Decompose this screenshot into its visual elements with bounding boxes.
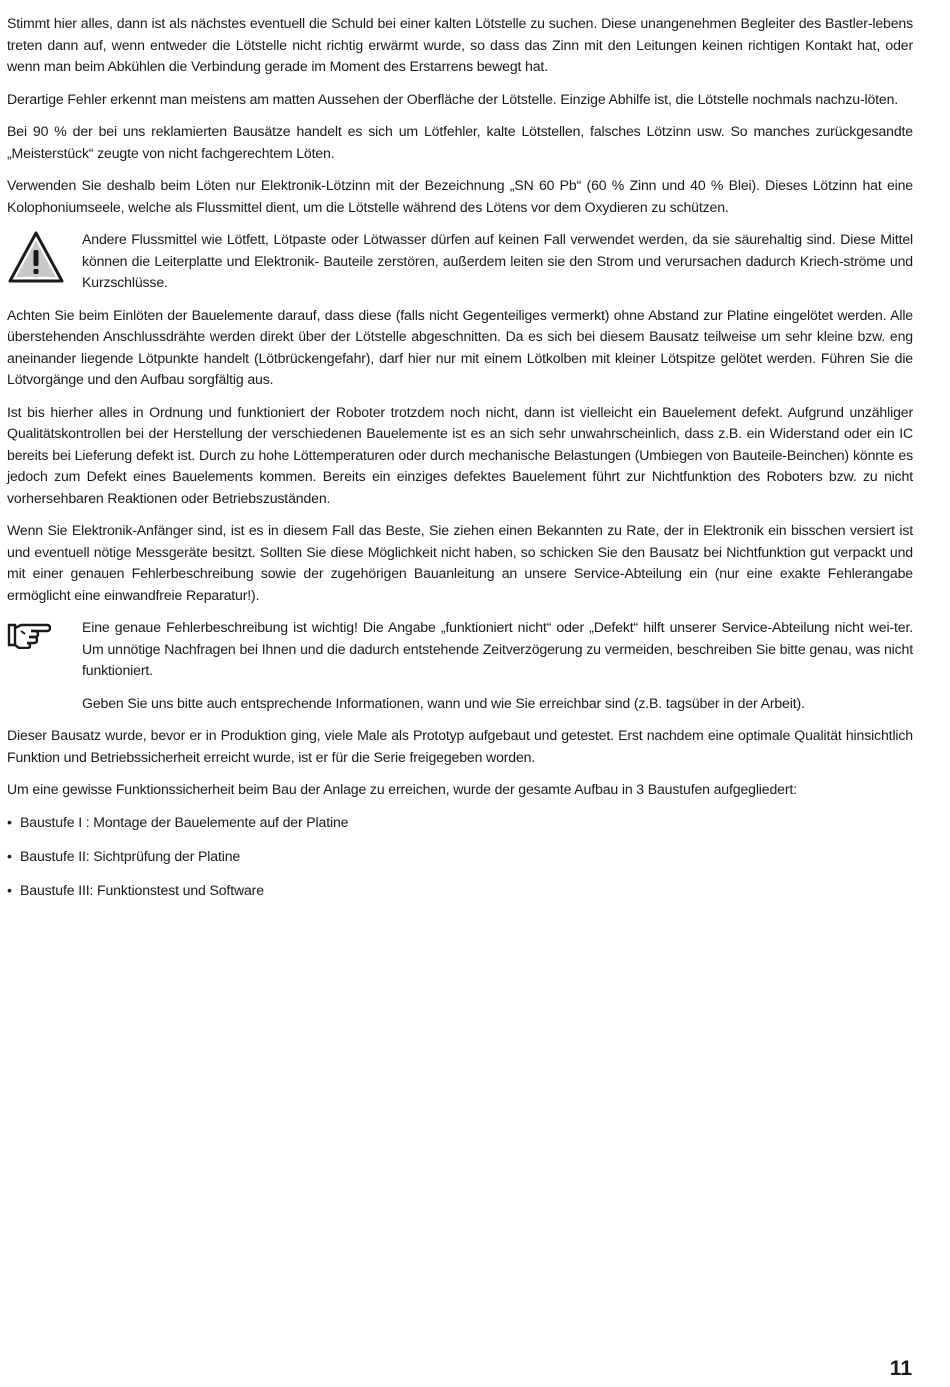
bullet-icon: • [7,881,12,898]
paragraph-prototype-tested: Dieser Bausatz wurde, bevor er in Produktion ging, viele Male als Prototyp aufgebaut und getestet. Erst nachdem eine optimale Qualität hinsichtlich Funktion und Betriebssicherheit erreicht wurde, ist er für die Serie freigegeben worden. [7,727,913,765]
list-item [7,846,913,868]
hint-note [7,617,913,714]
warning-triangle-icon [8,231,64,283]
paragraph-build-stages-intro: Um eine gewisse Funktionssicherheit beim Bau der Anlage zu erreichen, wurde der gesamte Aufbau in 3 Baustufen aufgegliedert: [7,781,797,797]
pointing-hand-icon [7,621,51,649]
stage-label: Baustufe II: Sichtprüfung der Platine [20,847,241,864]
bullet-icon: • [7,813,12,830]
warning-text: Andere Flussmittel wie Lötfett, Lötpaste oder Lötwasser dürfen auf keinen Fall verwendet werden, da sie säurehaltig sind. Diese Mittel können die Leiterplatte und Elektronik- Bauteile zerstören, außerdem leiten sie den Strom und verursachen dadurch Kriech-ströme und Kurzschlüsse. [82,231,913,290]
paragraph-matte-surface: Derartige Fehler erkennt man meistens am matten Aussehen der Oberfläche der Lötstelle. Einzige Abhilfe ist, die Lötstelle nochmals nachzu-löten. [7,90,899,107]
page-number: 11 [889,1357,912,1380]
stage-label: Baustufe I : Montage der Bauelemente auf der Platine [20,813,349,830]
stage-label: Baustufe III: Funktionstest und Software [20,881,264,898]
paragraph-soldering-components: Achten Sie beim Einlöten der Bauelemente darauf, dass diese (falls nicht Gegenteiliges vermerkt) ohne Abstand zur Platine eingelötet werden. Alle überstehenden Anschlussdrähte werden direkt über der Lötstelle abgeschnitten. Da es sich bei diesem Bausatz teilweise um sehr kleine bzw. eng aneinander liegende Lötpunkte handelt (Lötbrückengefahr), darf hier nur mit einem Lötkolben mit kleiner Lötspitze gelötet werden. Führen Sie die Lötvorgänge und den Aufbau sorgfältig aus. [7,306,913,387]
paragraph-solder-errors: Bei 90 % der bei uns reklamierten Bausätze handelt es sich um Lötfehler, kalte Lötstellen, falsches Lötzinn usw. So manches zurückgesandte „Meisterstück“ zeugte von nicht fachgerechtem Löten. [7,123,913,161]
paragraph-defective-component: Ist bis hierher alles in Ordnung und funktioniert der Roboter trotzdem noch nicht, dann ist vielleicht ein Bauelement defekt. Aufgrund unzähliger Qualitätskontrollen bei der Herstellung der verschiedenen Bauelemente ist es an sich sehr unwahrscheinlich, dass z.B. ein Widerstand oder ein IC bereits bei Lieferung defekt ist. Durch zu hohe Löttemperaturen oder durch mechanische Belastungen (Umbiegen von Bauteile-Beinchen) könnte es jedoch zum Defekt eines Bauelements kommen. Bereits ein einziges defektes Bauelement führt zur Nichtfunktion des Roboters bzw. zu nicht vorhersehbaren Reaktionen oder Betriebszuständen. [7,403,913,506]
paragraph-service-department: Wenn Sie Elektronik-Anfänger sind, ist es in diesem Fall das Beste, Sie ziehen einen Bekannten zu Rate, der in Elektronik ein bisschen versiert ist und eventuell nötige Messgeräte besitzt. Sollten Sie diese Möglichkeit nicht haben, so schicken Sie den Bausatz bei Nichtfunktion gut verpackt und mit einer genauen Fehlerbeschreibung sowie der zugehörigen Bauanleitung an unsere Service-Abteilung ein (nur eine exakte Fehlerangabe ermöglicht eine einwandfreie Reparatur!). [7,522,913,603]
hint-text-contact-info: Geben Sie uns bitte auch entsprechende Informationen, wann und wie Sie erreichbar sind (z.B. tagsüber in der Arbeit). [82,694,805,711]
build-stages-list [7,812,913,902]
paragraph-cold-solder-joint: Stimmt hier alles, dann ist als nächstes eventuell die Schuld bei einer kalten Lötstelle zu suchen. Diese unangenehmen Begleiter des Bastler-lebens treten dann auf, wenn entweder die Lötstelle nicht richtig erwärmt wurde, so dass das Zinn mit den Leitungen keinen richtigen Kontakt hat, oder wenn man beim Abkühlen die Verbindung gerade im Moment des Erstarrens bewegt hat. [7,15,913,74]
list-item [7,812,913,834]
hint-text-error-description: Eine genaue Fehlerbeschreibung ist wichtig! Die Angabe „funktioniert nicht“ oder „Defekt“ hilft unserer Service-Abteilung nicht wei-ter. Um unnötige Nachfragen bei Ihnen und die dadurch entstehende Zeitverzögerung zu vermeiden, beschreiben Sie bitte genau, was nicht funktioniert. [82,619,913,678]
list-item [7,880,913,902]
warning-note [7,229,913,294]
paragraph-solder-type: Verwenden Sie deshalb beim Löten nur Elektronik-Lötzinn mit der Bezeichnung „SN 60 Pb“ (60 % Zinn und 40 % Blei). Dieses Lötzinn hat eine Kolophoniumseele, welche als Flussmittel dient, um die Lötstelle während des Lötens vor dem Oxydieren zu schützen. [7,177,913,215]
bullet-icon: • [7,847,12,864]
document-page [7,13,913,914]
